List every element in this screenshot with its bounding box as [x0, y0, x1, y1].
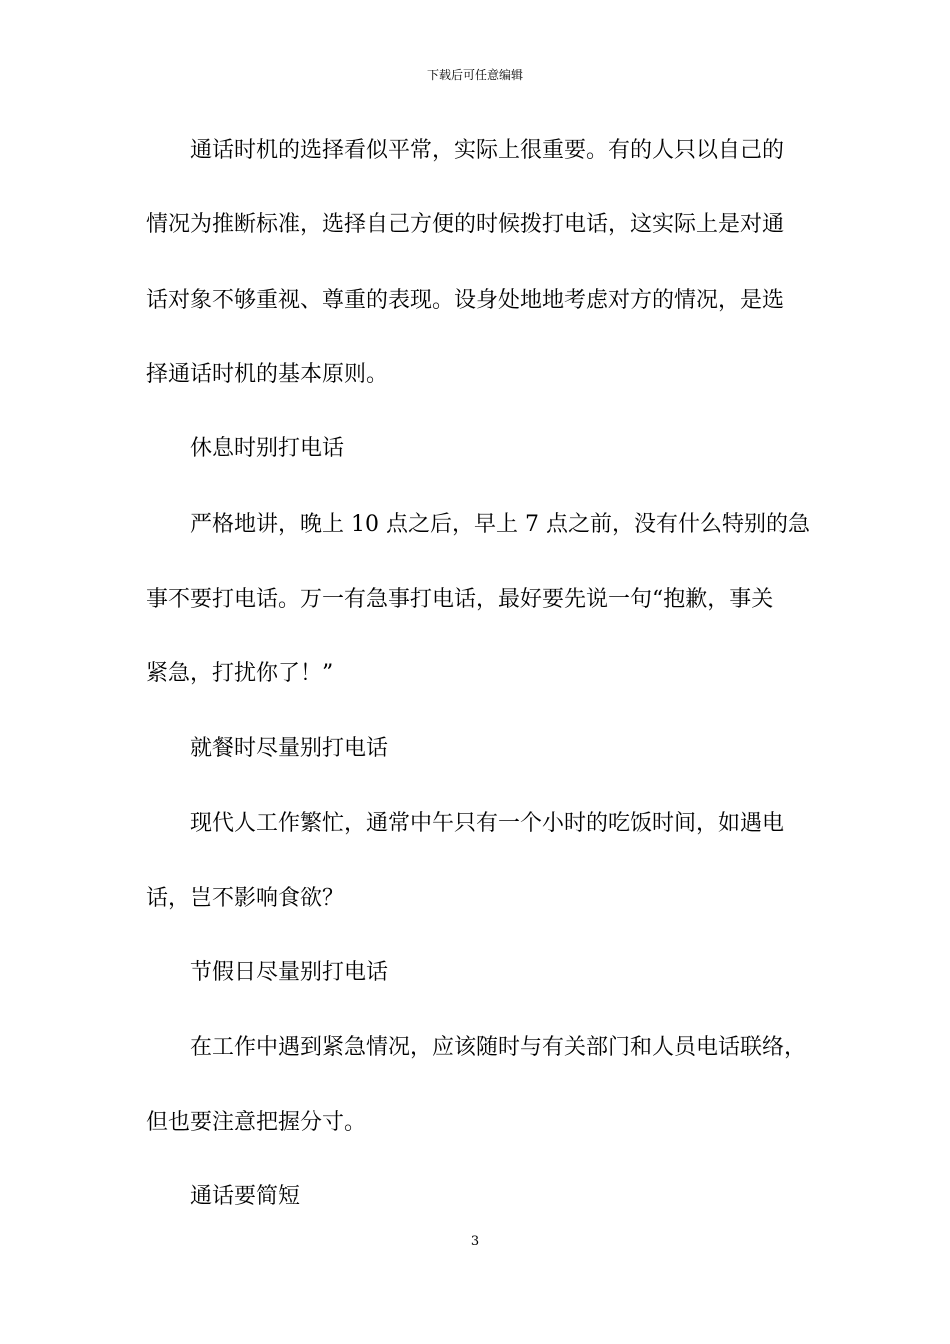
section-heading: 节假日尽量别打电话 [190, 960, 389, 985]
paragraph-line: 情况为推断标准，选择自己方便的时候拨打电话，这实际上是对通 [146, 212, 785, 237]
paragraph-line: 但也要注意把握分寸。 [146, 1110, 367, 1135]
paragraph-line: 择通话时机的基本原则。 [146, 362, 389, 387]
paragraph-line: 事不要打电话。万一有急事打电话，最好要先说一句“抱歉，事关 [146, 587, 774, 612]
paragraph-line: 话对象不够重视、尊重的表现。设身处地地考虑对方的情况，是选 [146, 288, 785, 313]
page-number: 3 [470, 1234, 480, 1249]
section-heading: 通话要简短 [190, 1184, 301, 1209]
paragraph-line: 严格地讲，晚上 10 点之后，早上 7 点之前，没有什么特别的急 [190, 512, 810, 537]
paragraph-line: 紧急，打扰你了！” [146, 661, 334, 686]
section-heading: 就餐时尽量别打电话 [190, 736, 389, 761]
paragraph-line: 通话时机的选择看似平常，实际上很重要。有的人只以自己的 [190, 138, 785, 163]
paragraph-line: 话，岂不影响食欲？ [146, 886, 345, 911]
paragraph-line: 在工作中遇到紧急情况，应该随时与有关部门和人员电话联络， [190, 1035, 807, 1060]
section-heading: 休息时别打电话 [190, 436, 345, 461]
paragraph-line: 现代人工作繁忙，通常中午只有一个小时的吃饭时间，如遇电 [190, 811, 785, 836]
page-header: 下载后可任意编辑 [426, 68, 523, 82]
